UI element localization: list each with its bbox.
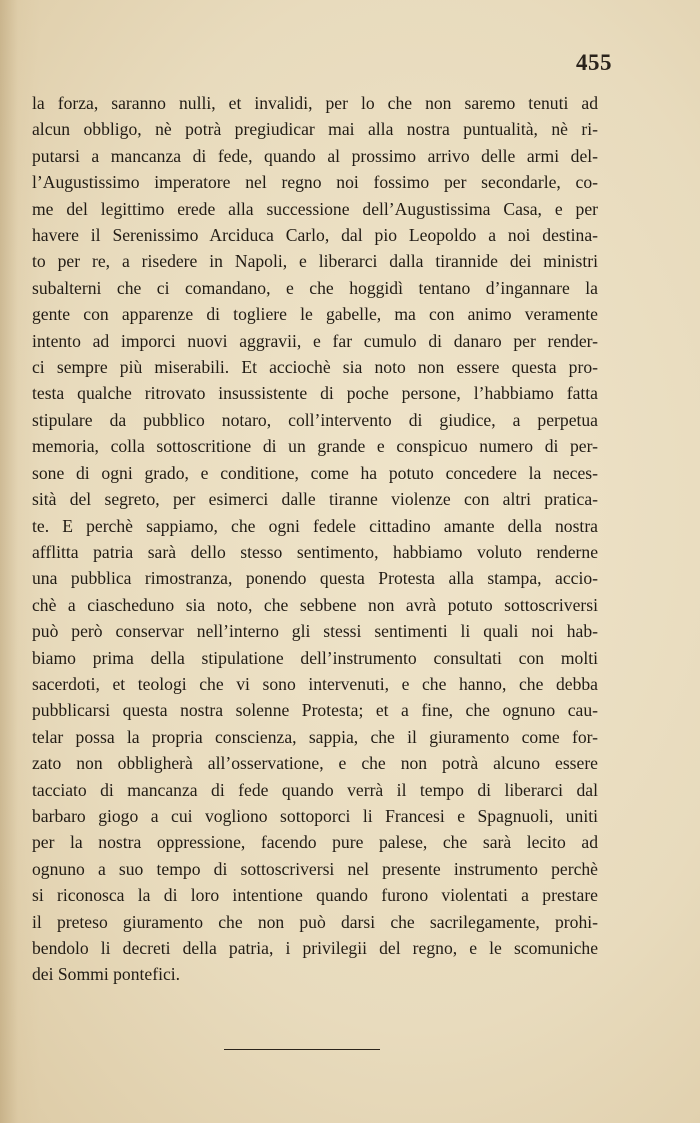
text-line: memoria, colla sottoscritione di un grande e conspicuo numero di per- [32, 436, 598, 457]
text-line: per la nostra oppressione, facendo pure palese, che sarà lecito ad [32, 832, 598, 853]
text-line: dei Sommi pontefici. [32, 964, 181, 985]
end-rule [224, 1049, 380, 1050]
text-line: zato non obbligherà all’osservatione, e che non potrà alcuno essere [32, 753, 598, 774]
text-line: me del legittimo erede alla successione dell’Augustissima Casa, e per [32, 198, 598, 219]
text-line: il preteso giuramento che non può darsi che sacrilegamente, prohi- [32, 911, 598, 932]
text-line: ci sempre più miserabili. Et acciochè sia noto non essere questa pro- [32, 357, 598, 378]
text-line: to per re, a risedere in Napoli, e liberarci dalla tirannide dei ministri [32, 251, 598, 272]
text-line: subalterni che ci comandano, e che hoggidì tentano d’ingannare la [32, 277, 598, 298]
text-line: testa qualche ritrovato insussistente di poche persone, l’habbiamo fatta [32, 383, 598, 404]
text-line: intento ad imporci nuovi aggravii, e far cumulo di danaro per render- [32, 330, 598, 351]
text-line: putarsi a mancanza di fede, quando al prossimo arrivo delle armi del- [32, 145, 598, 166]
text-line: te. E perchè sappiamo, che ogni fedele cittadino amante della nostra [32, 515, 598, 536]
text-line: ognuno a suo tempo di sottoscriversi nel presente instrumento perchè [32, 858, 598, 879]
text-line: può però conservar nell’interno gli stessi sentimenti li quali noi hab- [32, 621, 598, 642]
text-line: alcun obbligo, nè potrà pregiudicar mai alla nostra puntualità, nè ri- [32, 119, 598, 140]
text-line: una pubblica rimostranza, ponendo questa Protesta alla stampa, accio- [32, 568, 598, 589]
text-line: l’Augustissimo imperatore nel regno noi fossimo per secondarle, co- [32, 172, 598, 193]
text-line: pubblicarsi questa nostra solenne Protesta; et a fine, che ognuno cau- [32, 700, 598, 721]
text-line: sità del segreto, per esimerci dalle tiranne violenze con altri pratica- [32, 489, 598, 510]
text-line: biamo prima della stipulatione dell’instrumento consultati con molti [32, 647, 598, 668]
text-line: afflitta patria sarà dello stesso sentimento, habbiamo voluto renderne [32, 541, 598, 562]
page-number: 455 [576, 50, 612, 75]
body-text [32, 90, 598, 988]
text-line: bendolo li decreti della patria, i privilegii del regno, e le scomuniche [32, 938, 598, 958]
text-line: sone di ogni grado, e conditione, come ha potuto concedere la neces- [32, 462, 598, 483]
text-line: havere il Serenissimo Arciduca Carlo, dal pio Leopoldo a noi destina- [32, 225, 598, 246]
text-line: telar possa la propria conscienza, sappia, che il giuramento come for- [32, 726, 598, 747]
text-line: tacciato di mancanza di fede quando verrà il tempo di liberarci dal [32, 779, 598, 800]
text-line: chè a ciascheduno sia noto, che sebbene non avrà potuto sottoscriversi [32, 594, 598, 615]
text-line: sacerdoti, et teologi che vi sono intervenuti, e che hanno, che debba [32, 673, 598, 694]
text-line: gente con apparenze di togliere le gabelle, ma con animo veramente [32, 304, 598, 325]
text-line: barbaro giogo a cui vogliono sottoporci li Francesi e Spagnuoli, uniti [32, 805, 598, 826]
text-line: stipulare da pubblico notaro, coll’intervento di giudice, a perpetua [32, 409, 598, 430]
text-line: si riconosca la di loro intentione quando furono violentati a prestare [32, 885, 598, 906]
text-line: la forza, saranno nulli, et invalidi, per lo che non saremo tenuti ad [32, 93, 598, 113]
